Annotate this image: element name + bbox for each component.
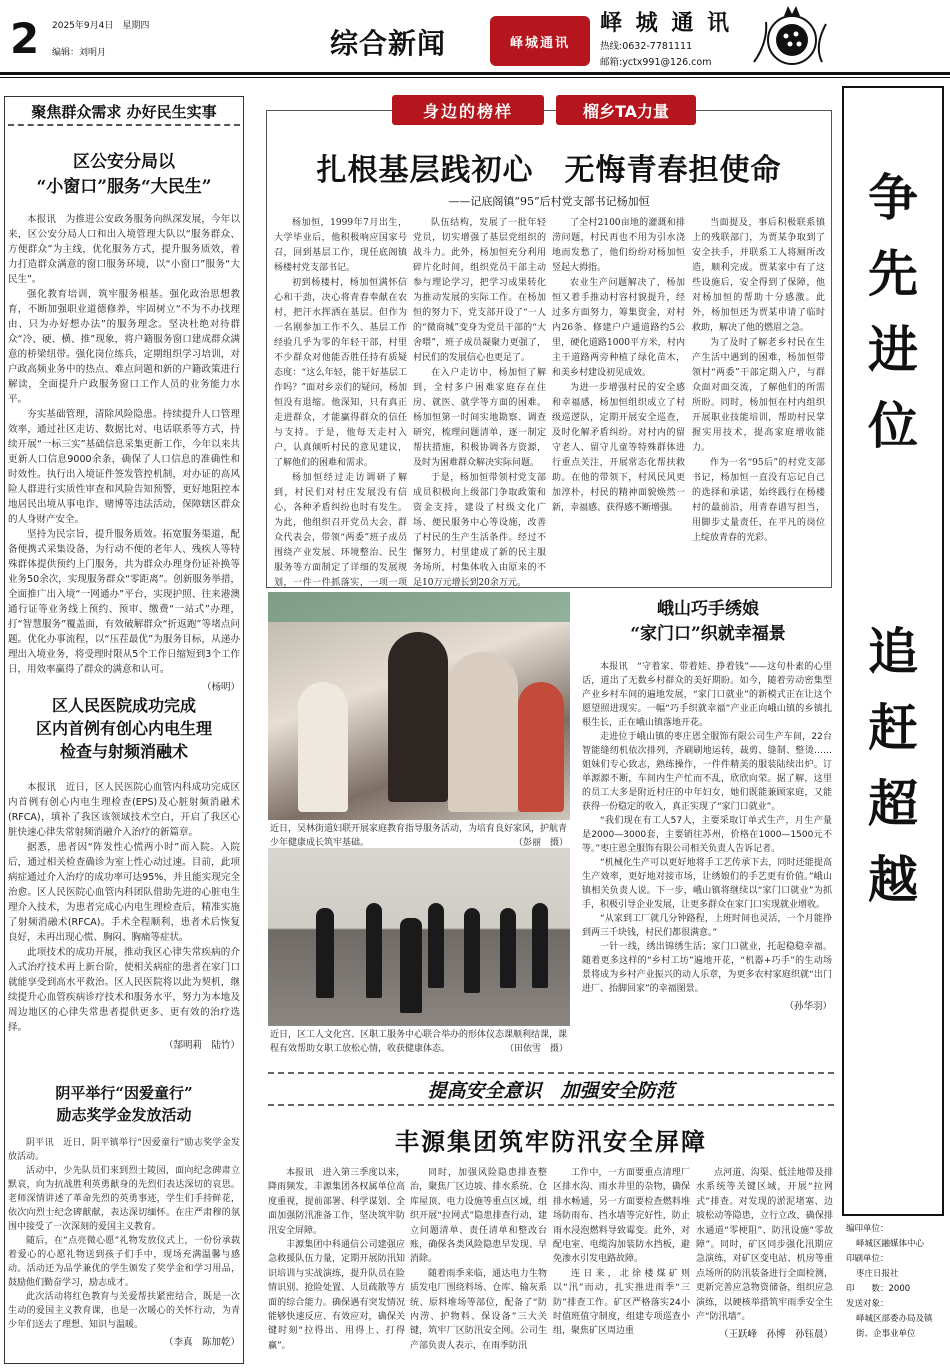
header-badge: 峄城通讯 xyxy=(490,16,590,66)
photo-figure xyxy=(448,652,518,812)
photo-figure xyxy=(532,903,548,988)
feature-tag-power: 榴乡TA力量 xyxy=(556,95,696,125)
photo-caption-2: 近日，区工人文化宫、区职工服务中心联合举办的形体仪态课顺利结课，课程有效帮助女职工放松心情，收获健康体态。 （田依雪 摄） xyxy=(270,1030,568,1054)
feature-tag-role-model: 身边的榜样 xyxy=(392,95,544,125)
photo-posture-class xyxy=(268,848,570,1026)
flood-column-4: 点河道、沟渠、低洼地带及排水系统等关键区域，开展“拉网式”排查。对发现的淤泥堵塞、边坡松动等隐患，立行立改，确保排水通道“零梗阻”、防汛设施“零故障”。同时，矿区同步强化汛期应急演练，对矿区变电站、机房等重点场所的防汛装备进行全面检测，更新完善应急物资储备，组织应急演练，以硬核举措筑牢雨季安全生产“防汛墙”。 （王跃峰 孙博 孙钰晨） xyxy=(696,1168,833,1341)
flood-column-1: 本报讯 进入第三季度以来，降雨频发，丰源集团各权属单位高度重视，提前部署、科学谋划、全面加强防汛准备工作，坚决筑牢防汛安全屏障。 丰源集团中科通信公司建强应急救援队伍力量，定期开展防汛知识培训与实战演练，提升队员在险情识别、抢险处置、人员疏散等方面的综合能力。确保遇有突发情况能够快速反应、有效应对，确保关键时刻“拉得出、用得上、打得赢”。 xyxy=(268,1168,405,1351)
safety-banner: 提高安全意识 加强安全防范 xyxy=(268,1072,834,1106)
photo-figure xyxy=(500,908,516,988)
masthead: 峄 城 通 讯 xyxy=(600,10,732,36)
article-title-hospital: 区人民医院成功完成 区内首例有创心内电生理 检查与射频消融术 xyxy=(35,696,212,761)
vertical-slogan: 争 先 进 位 追 赶 超 越 xyxy=(868,169,918,909)
article-title-embroidery: 峨山巧手绣娘 “家门口”织就幸福景 xyxy=(630,599,786,644)
photo-family-education xyxy=(268,592,570,820)
byline: （王跃峰 孙博 孙钰晨） xyxy=(718,1329,833,1341)
byline: （郜明莉 陆竹） xyxy=(163,1040,240,1051)
photo-figure xyxy=(388,632,448,802)
photo-caption-1: 近日，吴林街道妇联开展家庭教育指导服务活动，为培育良好家风，护航青少年健康成长筑牢基础。 （彭丽 摄） xyxy=(270,824,568,848)
byline: （杨明） xyxy=(201,682,240,693)
photo-figure xyxy=(428,903,444,988)
flood-column-2: 同时，加强风险隐患排查整治，聚焦厂区边坡、排水系统、仓库屋顶、电力设施等重点区域，组织开展“拉网式”隐患排查行动，建立问题清单、责任清单和整改台账，确保各类风险隐患早发现、早消除。 随着雨季来临，通达电力生物质发电厂围绕料场、仓库、输灰系统、原料堆场等部位，配备了“防内涝、护物料、保设备”三大关键，筑牢厂区防汛安全网。公司生产部负责人表示，在雨季防汛 xyxy=(410,1168,547,1351)
photo-figure xyxy=(464,908,480,993)
header-rule-thin xyxy=(0,77,950,78)
photo-figure xyxy=(518,682,564,812)
header-rule xyxy=(0,72,950,75)
feature-subtitle: ——记底阁镇“95”后村党支部书记杨加恒 xyxy=(448,195,650,208)
article-title-flood: 丰源集团筑牢防汛安全屏障 xyxy=(395,1128,707,1156)
byline: （李真 陈加乾） xyxy=(163,1337,240,1348)
feature-column-3: 了全村2100亩地的灌溉和排涝问题，村民再也不用为引水浇地而发愁了，他们纷纷对杨加恒竖起大拇指。 农业生产问题解决了，杨加恒又着手推动村容村貌提升，经过多方面努力，筹集资金，对村内26条、修建户户通道路约5公里，硬化道路1000平方米，村内主干道路两旁种植了绿化苗木，和美乡村建设初见成效。 为进一步增强村民的安全感和幸福感，杨加恒组织成立了村级巡逻队，定期开展安全巡查，及时化解矛盾纠纷。对村内的留守老人、留守儿童等特殊群体进行重点关注，开展常态化帮扶救助。在他的带领下，村风民风更加淳朴，村民的精神面貌焕然一新，幸福感、获得感不断增强。 xyxy=(552,218,685,513)
feature-column-4: 当面提及，事后积极联系镇上的残联部门，为贾某争取到了安全扶手，并联系工人将厕所改造，顺利完成。贾某家中有了这些设施后，安全得到了保障，他对杨加恒的帮助十分感激。此外，杨加恒还为贾某申请了临时救助，解决了他的燃眉之急。 为了及时了解老乡村民在生产生活中遇到的困难，杨加恒带领村“两委”干部定期入户，与群众面对面交流，了解他们的所需所盼。同时，杨加恒在村内组织开展职业技能培训，帮助村民掌握实用技术，提高家庭增收能力。 作为一名“95后”的村党支部书记，杨加恒一直没有忘记自己的选择和承诺，始终践行在杨楼村的最前沿，用青春谱写担当，用脚步丈量责任，在平凡的岗位上绽放青春的光彩。 xyxy=(692,218,825,543)
article-title-scholarship: 阴平举行“因爱童行” 励志奖学金发放活动 xyxy=(55,1084,193,1124)
article-title-police: 区公安分局以 “小窗口”服务“大民生” xyxy=(36,152,212,197)
photo-figure xyxy=(366,903,382,998)
pomegranate-logo-icon xyxy=(748,2,834,72)
feature-title: 扎根基层践初心 无悔青春担使命 xyxy=(316,153,782,188)
article-body-scholarship: 阴平讯 近日，阴平镇举行“因爱童行”励志奖学金发放活动。 活动中，少先队员们来到烈士陵园，面向纪念碑肃立默哀，向为抗战胜利英勇献身的先烈们表达深切的哀思。老师深情讲述了革命先烈的英勇事迹，学生们手持鲜花，依次向烈士纪念碑献献，表达深切缅怀。在庄严肃穆的氛围中接受了一次深刻的爱国主义教育。 随后，在“点亮微心愿”礼物发放仪式上，一份份承载着爱心的心愿礼物送到孩子们手中，现场充满温馨与感动。活动还为品学兼优的学生颁发了奖学金和学习用品，鼓励他们勤奋学习，励志成才。 此次活动将红色教育与关爱帮扶紧密结合，既是一次生动的爱国主义教育课，也是一次暖心的关怀行动，为青少年们送去了理想、知识与温暖。 （李真 陈加乾） xyxy=(8,1138,240,1348)
flood-column-3: 工作中，一方面要重点清理厂区排水沟、雨水井里的杂物，确保排水畅通，另一方面要检查燃料堆场防雨布、挡水墙等完好性，防止雨水浸泡燃料导致霉变。此外，对配电室、电缆沟加装防水挡板，避免渗水引发电路故障。 连日来，北徐楼煤矿则以“汛”而动，扎实推进雨季“三防”排查工作。矿区严格落实24小时值班值守制度，组建专项巡查小组，聚焦矿区周边重 xyxy=(553,1168,690,1337)
photo-banner-shape xyxy=(268,592,570,622)
hotline: 热线:0632-7781111 xyxy=(600,41,693,52)
left-column-banner: 聚焦群众需求 办好民生实事 xyxy=(8,98,240,126)
section-title: 综合新闻 xyxy=(330,27,447,60)
editor-credit: 编辑：刘明月 xyxy=(52,48,107,58)
feature-column-1: 杨加恒，1999年7月出生，大学毕业后，他积极响应国家号召，回到基层工作，现任底阁镇杨楼村党支部书记。 初到杨楼村，杨加恒满怀信心和干劲，决心将青春奉献在农村，把汗水挥洒在基层。但作为一名刚参加工作不久、基层工作经验几乎为零的年轻干部，村里不少群众对他能否胜任持有质疑态度：“这么年轻，能干好基层工作吗？”面对乡亲们的疑问，杨加恒没有退缩。他深知，只有真正走进群众，才能赢得群众的信任与支持。于是，他每天走村入户，认真倾听村民的意见建议，了解他们的困难和需求。 杨加恒经过走访调研了解到，村民们对村庄发展没有信心，各种矛盾纠纷也时有发生。为此，他组织召开党员大会、群众代表会，带领“两委”班子成员围绕产业发展、环境整治、民生服务等方面制定了详细的发展规划，一件一件抓落实，一项一项 xyxy=(274,218,407,588)
photo-figure xyxy=(316,908,334,998)
article-body-embroidery: 本报讯 “守着家、带着娃、挣着钱”——这句朴素的心里话，道出了无数乡村群众的美好期盼。如今，随着劳动密集型产业乡村车间的遍地发展，“家门口就业”的新模式正在让这个愿望照进现实。一幅“巧手织就幸福”产业正向峨山镇的乡镇扎根生长，正在峨山镇落地开花。 走进位于峨山镇的枣庄恩全服饰有限公司生产车间，22台智能缝纫机依次排列，齐刷刷地运转，裁剪、缝制、整烫……姐妹们专心致志，熟练操作，一件件精美的服装陆续出炉。订单源源不断，车间内生产忙而不乱，欣欣向荣。据了解，这里的员工大多是附近村庄的中年妇女，她们既能兼顾家庭，又能获得一份稳定的收入，真正实现了“家门口就业”。 “我们现在有工人57人，主要采取订单式生产，月生产量是2000—3000套，主要销往苏州，价格在1000—1500元不等。”枣庄恩全服饰有限公司相关负责人告诉记者。 “机械化生产可以更好地将手工艺传承下去，同时还能提高生产效率，更好地对接市场，让绣娘们的手艺更有价值。”峨山镇相关负责人说。下一步，峨山镇将继续以“家门口就业”为抓手，积极引导企业发展，让更多群众在家门口实现就业增收。 “从家到工厂就几分钟路程，上班时间也灵活，一个月能挣到两三千块钱，村民们都很满意。” 一针一线，绣出锦绣生活；家门口就业，托起稳稳幸福。随着更多这样的“乡村工坊”遍地开花，“机器+巧手”的生动场景将成为乡村产业振兴的动人乐章，为更多农村家庭织就“出门进厂、抬脚回家”的幸福图景。 （孙华羽） xyxy=(582,662,832,1012)
byline: （孙华羽） xyxy=(784,1001,832,1012)
email: 邮箱:yctx991@126.com xyxy=(600,57,712,68)
issue-date: 2025年9月4日 星期四 xyxy=(52,21,150,31)
photo-figure xyxy=(298,682,348,812)
article-body-hospital: 本报讯 近日，区人民医院心血管内科成功完成区内首例有创心内电生理检查(EPS)及心脏射频消融术(RFCA)，填补了我区该领域技术空白，开启了我区心脏快速心律失常射频消融介入治疗的新篇章。 据悉，患者因“阵发性心慌两小时”而入院。入院后，通过相关检查确诊为室上性心动过速。目前，此项病症通过介入治疗的成功率可达95%，并且能实现完全治愈。区人民医院心血管内科团队借助先进的心脏电生理介入技术，为患者完成心内电生理检查后，精准实施了射频消融术(RFCA)。手术全程顺利，患者术后恢复良好，未再出现心慌、胸闷、胸痛等症状。 此项技术的成功开展，推动我区心律失常疾病的介入式治疗技术再上新台阶，使相关病症的患者在家门口就能享受到高水平救治。区人民医院将以此为契机，继续提升心血管疾病诊疗技术和服务水平，努力为本地及周边地区的心律失常患者提供更多、更有效的治疗选择。 （郜明莉 陆竹） xyxy=(8,782,240,1051)
feature-column-2: 队伍结构，发展了一批年轻党员，切实增强了基层党组织的战斗力。此外，杨加恒充分利用碎片化时间，组织党员干部主动参与理论学习，把学习成果转化为推动发展的实际工作。在杨加恒的努力下，党支部开设了“一人的“微商城”变身为党员干部的“大舍喂”，班子成员凝聚力更强了，村民们的发展信心也更足了。 在入户走访中，杨加恒了解到，全村多户困难家庭存在住房、就医、就学等方面的困难。杨加恒第一时间实地勘察、调查研究，梳理问题清单，逐一制定帮扶措施，积极协调各方资源，及时为困难群众解决实际问题。 于是，杨加恒带领村党支部成员积极向上级部门争取政策和资金支持，建设了村级文化广场、便民服务中心等设施，改善了村民的生产生活条件。经过不懈努力，村里建成了新的民主服务场所，村集体收入由原来的不足10万元增长到20余万元。 xyxy=(413,218,546,588)
article-body-police: 本报讯 为推进公安政务服务向纵深发展，今年以来，区公安分局人口和出入境管理大队以“服务群众、方便群众”为主线，优化服务方式，提升服务质效，着力打造群众满意的窗口服务环境，以“小窗口”服务“大民生”。 强化教育培训，筑牢服务根基。强化政治思想教育，不断加强职业道德修养，牢固树立“不为不办找理由、只为办好想办法”的服务理念。坚决杜绝对待群众“冷、硬、横、推”现象，将户籍服务窗口建成群众满意的桥梁纽带。强化岗位练兵，定期组织学习培训，对户政高频业务中的热点、难点问题和新的户籍政策进行解读，全面提升户政服务窗口工作人员的业务能力水平。 夯实基础管理，清除风险隐患。持续提升人口管理效率，通过社区走访、数据比对、电话联系等方式，持续开展“一标三实”基础信息采集更新工作，今年以来共更新人口信息9000余条，确保了人口信息的准确性和时效性。执行出入境证件签发管控机制，对办证的高风险人群进行实质性审查和风险告知预警，更好地阻控本地居民出境从事电诈、赌博等违法活动，保障辖区群众的人身财产安全。 坚持为民宗旨，提升服务质效。拓宽服务渠道，配备便携式采集设备，为行动不便的老年人、残疾人等特殊群体提供预约上门服务，共为群众办理身份证补换等业务50余次，实现服务群众“零距离”。创新服务举措，全面推广出入境“一网通办”平台，实现护照、往来港澳通行证等业务线上预约、预审、缴费“一站式”办理，打“智慧服务”覆盖面，有效破解群众“折返跑”等堵点问题。优化办事流程，以“压茬最优”为服务目标，从递办理出入境业务，将受理时限从5个工作日缩短到3个工作日，用效率赢得了群众的满意和认可。 （杨明） xyxy=(8,214,240,693)
photo-figure xyxy=(400,918,422,1013)
page-number: 2 xyxy=(10,14,40,63)
imprint-box: 编印单位： 峄城区融媒体中心 印刷单位： 枣庄日报社 印 数：2000 发送对象： 峄城区部委办局及镇街、企事业单位 xyxy=(846,1224,933,1339)
